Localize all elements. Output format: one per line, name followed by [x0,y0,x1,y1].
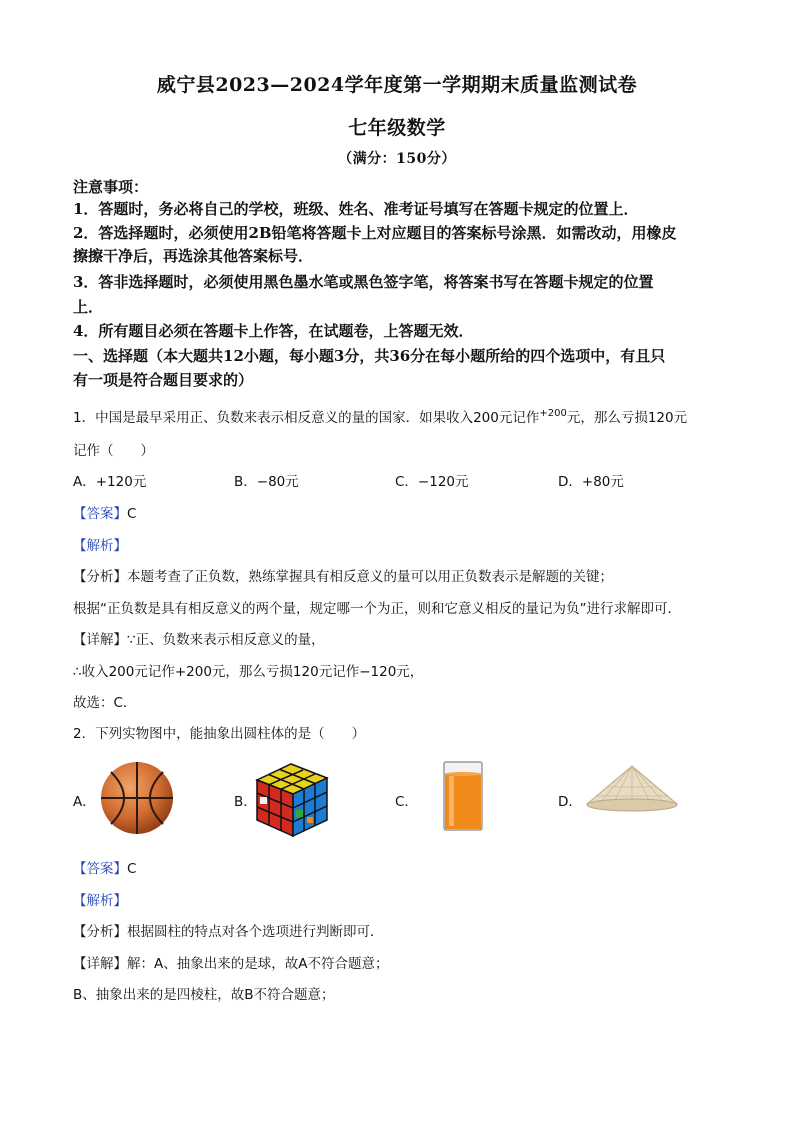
q2-option-c-label: C． [395,794,418,810]
conical-hat-icon [585,760,679,816]
q1-stem-a: 1．中国是最早采用正、负数来表示相反意义的量的国家．如果收入200元记作 [73,410,540,426]
q2-option-d-label: D． [558,794,582,810]
notice-item-2-cont: 擦擦干净后，再选涂其他答案标号． [73,247,314,265]
q1-answer [73,502,136,522]
full-score: （满分：150分） [338,151,456,167]
notice-item-3-cont: 上． [73,298,104,316]
notice-item-2: 2．答选择题时，必须使用2B铅笔将答题卡上对应题目的答案标号涂黑．如需改动，用橡皮 [73,224,677,242]
q1-detail-text: ∵正、负数来表示相反意义的量， [127,632,325,648]
q1-fenxi [73,565,613,585]
q1-stem-sup: +200 [539,408,567,419]
q2-image-options [73,760,723,840]
q1-detail-label: 【详解】 [73,632,127,648]
q2-analysis-label: 【解析】 [73,893,127,909]
notice-item-4: 4．所有题目必须在答题卡上作答，在试题卷，上答题无效． [73,322,474,340]
q2-answer-label: 【答案】 [73,861,127,877]
q1-option-c: C．−120元 [395,474,469,490]
exam-title: 威宁县2023—2024学年度第一学期期末质量监测试卷 [156,74,638,96]
q1-stem-cont: 记作（ ） [73,443,154,459]
q1-detail-3: 故选：C． [73,695,137,711]
q2-option-a-label: A． [73,794,96,810]
section-heading: 一、选择题（本大题共12小题，每小题3分，共36分在每小题所给的四个选项中，有且只 [73,347,666,365]
q2-fenxi [73,920,384,940]
q1-options [73,470,723,490]
q1-fenxi-text: 本题考查了正负数，熟练掌握具有相反意义的量可以用正负数表示是解题的关键； [127,569,613,585]
notice-heading: 注意事项： [73,178,149,196]
q2-stem: 2．下列实物图中，能抽象出圆柱体的是（ ） [73,726,366,742]
basketball-icon [99,760,175,836]
juice-glass-icon [441,760,485,832]
q1-answer-value: C [127,506,137,522]
q1-fenxi-cont: 根据“正负数是具有相反意义的两个量，规定哪一个为正，则和它意义相反的量记为负”进行求解即可． [73,601,681,617]
q1-stem-b: 元，那么亏损120元 [566,410,688,426]
exam-subtitle: 七年级数学 [348,117,446,139]
q1-option-a: A．+120元 [73,474,147,490]
q2-answer [73,857,136,877]
q2-option-b-label: B． [234,794,257,810]
q2-answer-value: C [127,861,137,877]
notice-item-3: 3．答非选择题时，必须使用黑色墨水笔或黑色签字笔，将答案书写在答题卡规定的位置 [73,273,654,291]
q1-stem [73,406,687,426]
notice-item-1: 1．答题时，务必将自己的学校，班级、姓名、准考证号填写在答题卡规定的位置上． [73,200,639,218]
q2-fenxi-label: 【分析】 [73,924,127,940]
q1-analysis-label: 【解析】 [73,538,127,554]
q2-detail-2: B、抽象出来的是四棱柱，故B不符合题意； [73,987,335,1003]
q1-option-b: B．−80元 [234,474,299,490]
q2-detail [73,952,388,972]
q1-option-d: D．+80元 [558,474,624,490]
q2-fenxi-text: 根据圆柱的特点对各个选项进行判断即可． [127,924,384,940]
q1-detail [73,628,325,648]
q2-detail-label: 【详解】 [73,956,127,972]
rubiks-cube-icon [253,760,331,838]
q1-detail-2: ∴收入200元记作+200元，那么亏损120元记作−120元， [73,664,424,680]
q1-fenxi-label: 【分析】 [73,569,127,585]
section-heading-cont: 有一项是符合题目要求的） [73,371,254,389]
q1-answer-label: 【答案】 [73,506,127,522]
q2-detail-text: 解：A、抽象出来的是球，故A不符合题意； [127,956,389,972]
